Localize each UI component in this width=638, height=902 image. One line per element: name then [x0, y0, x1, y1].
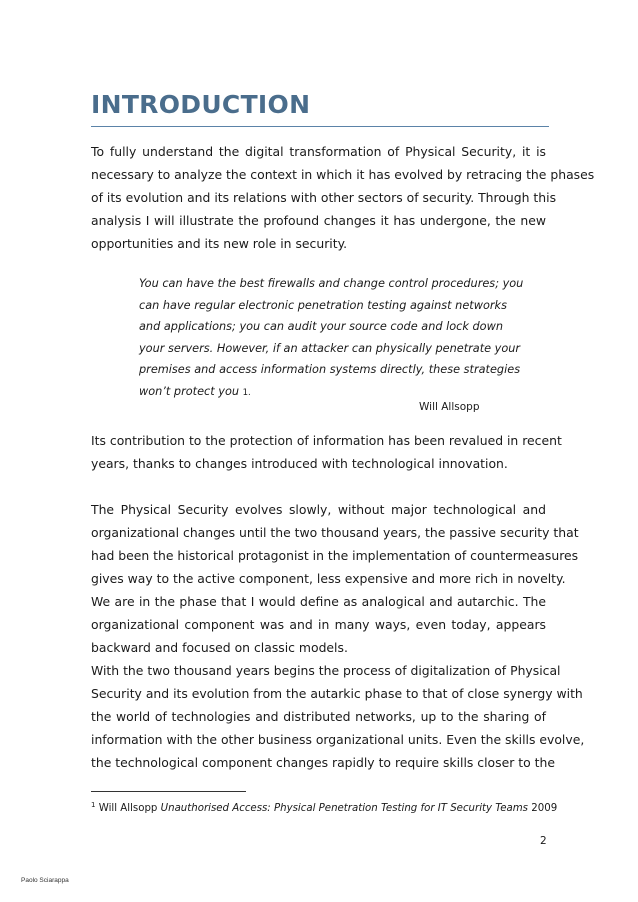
footnote-title: Unauthorised Access: Physical Penetration Testing for IT Security Teams: [160, 803, 528, 814]
footnote-separator: [91, 791, 246, 792]
paragraph-digitalization: [91, 659, 585, 774]
paragraph-contribution: [91, 429, 562, 475]
footnote-reference[interactable]: 1: [242, 387, 249, 398]
text-line: analysis I will illustrate the profound changes it has undergone, the new: [91, 213, 546, 228]
quote-line: and applications; you can audit your source code and lock down: [139, 320, 503, 334]
text-line: of its evolution and its relations with other sectors of security. Through this: [91, 190, 557, 205]
text-line: backward and focused on classic models.: [91, 640, 348, 655]
block-quote: [139, 273, 524, 403]
author-footer: Paolo Sciarappa: [21, 877, 69, 884]
text-line: We are in the phase that I would define as analogical and autarchic. The: [91, 594, 546, 609]
text-line: Its contribution to the protection of information has been revalued in recent: [91, 433, 562, 448]
footnote-author: Will Allsopp: [98, 803, 158, 814]
text-line: To fully understand the digital transformation of Physical Security, it is: [91, 144, 546, 159]
text-line: years, thanks to changes introduced with technological innovation.: [91, 456, 508, 471]
quote-line: your servers. However, if an attacker can physically penetrate your: [139, 341, 521, 355]
text-line: had been the historical protagonist in the implementation of countermeasures: [91, 548, 579, 563]
text-line: organizational component was and in many ways, even today, appears: [91, 617, 546, 632]
quote-attribution: Will Allsopp: [419, 401, 480, 413]
text-line: the technological component changes rapidly to require skills closer to the: [91, 755, 555, 770]
footnote-year: 2009: [531, 803, 558, 814]
title-underline: [91, 126, 549, 127]
text-line: organizational changes until the two thousand years, the passive security that: [91, 525, 579, 540]
quote-line: You can have the best firewalls and change control procedures; you: [139, 277, 524, 290]
text-line: opportunities and its new role in security.: [91, 236, 348, 251]
page-title: INTRODUCTION: [91, 90, 311, 119]
quote-period: .: [248, 387, 251, 398]
quote-line: premises and access information systems directly, these strategies: [139, 363, 521, 377]
text-line: With the two thousand years begins the process of digitalization of Physical: [91, 663, 561, 678]
text-line: Security and its evolution from the autarkic phase to that of close synergy with: [91, 686, 583, 701]
text-line: gives way to the active component, less expensive and more rich in novelty.: [91, 571, 566, 586]
footnote-mark: 1: [91, 801, 96, 809]
intro-paragraph: [91, 140, 595, 255]
text-line: information with the other business organizational units. Even the skills evolve,: [91, 732, 585, 747]
text-line: the world of technologies and distributed networks, up to the sharing of: [91, 709, 546, 724]
text-line: necessary to analyze the context in which it has evolved by retracing the phases: [91, 167, 595, 182]
paragraph-evolution: [91, 498, 579, 659]
quote-last-text: won’t protect you: [139, 384, 240, 398]
footnote: [91, 798, 557, 816]
page-number: 2: [540, 835, 547, 847]
text-line: The Physical Security evolves slowly, without major technological and: [91, 502, 546, 517]
quote-line: can have regular electronic penetration testing against networks: [139, 298, 507, 312]
